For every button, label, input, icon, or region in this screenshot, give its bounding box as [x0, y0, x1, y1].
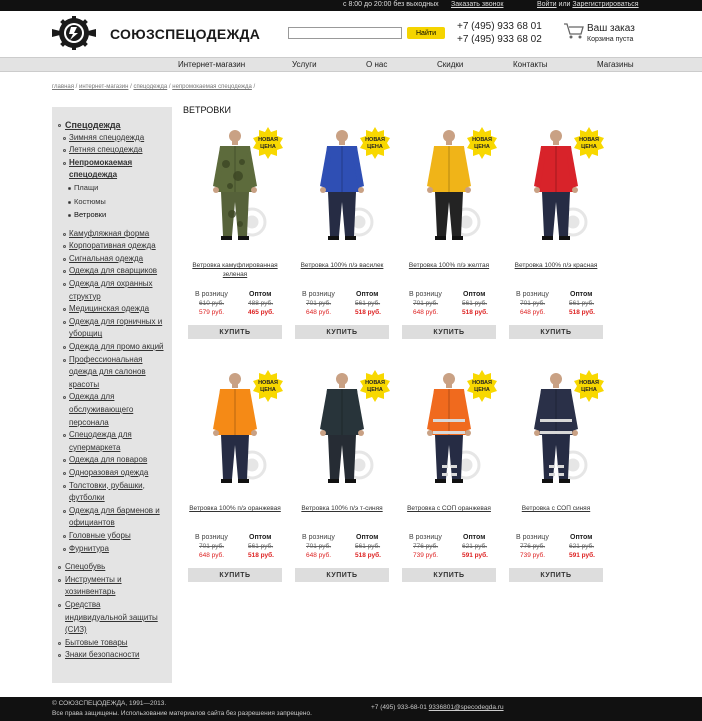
sidebar-item[interactable]: Бытовые товары: [65, 637, 128, 647]
sidebar-item[interactable]: Знаки безопасности: [65, 650, 140, 660]
phone-2: +7 (495) 933 68 02: [457, 34, 542, 45]
retail-old-price: 701 руб.: [199, 543, 225, 550]
product-name[interactable]: Ветровка камуфлированная зеленая: [192, 262, 278, 278]
nav-item-shop[interactable]: Интернет-магазин: [178, 60, 246, 69]
sidebar-item[interactable]: Профессиональная: [69, 354, 143, 364]
sidebar-bullet: [58, 642, 61, 645]
sidebar-bullet: [63, 434, 66, 437]
footer-copyright: © СОЮЗСПЕЦОДЕЖДА, 1991—2013.: [52, 700, 167, 707]
badge-text-line2: ЦЕНА: [260, 387, 276, 393]
sidebar-item[interactable]: Спецодежда для: [69, 430, 132, 440]
retail-label: В розницу: [516, 534, 549, 541]
sidebar-item[interactable]: Летняя спецодежда: [69, 145, 143, 155]
sidebar-item[interactable]: футболки: [69, 493, 105, 503]
sidebar-item[interactable]: Инструменты и: [65, 574, 122, 584]
sidebar-item[interactable]: Фурнитура: [69, 543, 109, 553]
sidebar-bullet: [63, 233, 66, 236]
sidebar-item[interactable]: Спецобувь: [65, 562, 106, 572]
retail-new-price: 648 руб.: [413, 309, 439, 316]
brand-name[interactable]: СОЮЗСПЕЦОДЕЖДА: [110, 26, 261, 42]
sidebar-item[interactable]: супермаркета: [69, 442, 121, 452]
sidebar-bullet: [58, 654, 61, 657]
sidebar-item[interactable]: Сигнальная одежда: [69, 253, 144, 263]
sidebar-item[interactable]: хозинвентарь: [65, 587, 116, 597]
sidebar-item[interactable]: Спецодежда: [65, 120, 121, 130]
new-price-badge: [466, 370, 498, 402]
wholesale-old-price: 621 руб.: [462, 543, 488, 550]
new-price-badge: [573, 370, 605, 402]
retail-old-price: 610 руб.: [199, 300, 225, 307]
buy-button[interactable]: КУПИТЬ: [402, 568, 496, 582]
badge-text-line2: ЦЕНА: [474, 387, 490, 393]
sidebar-item[interactable]: Зимняя спецодежда: [69, 132, 145, 142]
sidebar-bullet: [63, 308, 66, 311]
sidebar-bullet: [68, 187, 71, 190]
sidebar-item[interactable]: Одноразовая одежда: [69, 467, 149, 477]
register-link[interactable]: Зарегистрироваться: [572, 1, 639, 8]
badge-text-line1: НОВАЯ: [258, 380, 278, 386]
cart-icon[interactable]: [563, 22, 585, 40]
sidebar-bullet: [63, 472, 66, 475]
buy-button[interactable]: КУПИТЬ: [188, 325, 282, 339]
login-or: или: [558, 1, 571, 8]
sidebar-bullet: [63, 162, 66, 165]
main-nav: [0, 57, 702, 72]
sidebar-item[interactable]: Одежда для горничных и: [69, 316, 163, 326]
sidebar-bullet: [63, 459, 66, 462]
cart-status: Корзина пуста: [587, 36, 634, 43]
new-price-badge: [252, 370, 284, 402]
retail-old-price: 776 руб.: [520, 543, 546, 550]
badge-text-line2: ЦЕНА: [581, 387, 597, 393]
footer-rights: Все права защищены. Использование материалов сайта без разрешения запрещено.: [52, 710, 312, 717]
wholesale-old-price: 561 руб.: [569, 300, 595, 307]
page-title: ВЕТРОВКИ: [183, 105, 232, 115]
badge-text-line1: НОВАЯ: [365, 380, 385, 386]
new-price-badge: [252, 127, 284, 159]
sidebar-item[interactable]: Корпоративная одежда: [69, 241, 156, 251]
sidebar-bullet: [63, 548, 66, 551]
wholesale-new-price: 518 руб.: [569, 309, 595, 316]
sidebar-bullet: [63, 149, 66, 152]
nav-item-stores[interactable]: Магазины: [597, 60, 634, 69]
search-button[interactable]: Найти: [407, 27, 445, 39]
product-name[interactable]: Ветровка 100% п/э василек: [300, 262, 384, 269]
wholesale-new-price: 518 руб.: [355, 552, 381, 559]
wholesale-label: Оптом: [570, 534, 593, 541]
breadcrumb-waterproof[interactable]: непромокаемая спецодежда: [172, 84, 252, 90]
badge-text-line2: ЦЕНА: [367, 144, 383, 150]
retail-new-price: 648 руб.: [306, 552, 332, 559]
breadcrumb-workwear[interactable]: спецодежда: [133, 84, 168, 90]
callback-link[interactable]: Заказать звонок: [451, 1, 504, 8]
badge-text-line2: ЦЕНА: [260, 144, 276, 150]
retail-label: В розницу: [409, 534, 442, 541]
sidebar-bullet: [63, 283, 66, 286]
product-name[interactable]: Ветровка 100% п/э оранжевая: [189, 505, 281, 512]
sidebar-item: Ветровки: [74, 210, 107, 219]
sidebar-item[interactable]: Камуфляжная форма: [69, 228, 150, 238]
product-card: [188, 367, 282, 587]
product-name[interactable]: Ветровка 100% п/э красная: [514, 262, 598, 269]
retail-label: В розницу: [516, 291, 549, 298]
nav-item-services[interactable]: Услуги: [292, 60, 317, 69]
sidebar-item[interactable]: Одежда для охранных: [69, 278, 153, 288]
retail-new-price: 579 руб.: [199, 309, 225, 316]
sidebar-bullet: [63, 510, 66, 513]
nav-item-discounts[interactable]: Скидки: [437, 60, 464, 69]
retail-old-price: 701 руб.: [306, 300, 332, 307]
sidebar-bullet: [58, 566, 61, 569]
new-price-badge: [573, 127, 605, 159]
product-name[interactable]: Ветровка с СОП оранжевая: [407, 505, 491, 512]
retail-new-price: 739 руб.: [520, 552, 546, 559]
footer: [0, 697, 702, 721]
wholesale-new-price: 591 руб.: [462, 552, 488, 559]
product-name[interactable]: Ветровка 100% п/э т-синяя: [301, 505, 383, 512]
badge-text-line1: НОВАЯ: [472, 137, 492, 143]
sidebar-item[interactable]: одежда для салонов: [69, 367, 146, 377]
retail-label: В розницу: [409, 291, 442, 298]
badge-text-line1: НОВАЯ: [258, 137, 278, 143]
wholesale-old-price: 561 руб.: [462, 300, 488, 307]
sidebar-bullet: [63, 258, 66, 261]
wholesale-old-price: 561 руб.: [248, 543, 274, 550]
retail-old-price: 701 руб.: [520, 300, 546, 307]
sidebar-item[interactable]: Одежда для барменов и: [69, 505, 160, 515]
footer-contacts: [371, 704, 504, 711]
sidebar-bullet: [63, 270, 66, 273]
sidebar-item[interactable]: спецодежда: [69, 170, 118, 180]
product-card: [402, 124, 496, 344]
sidebar-item[interactable]: структур: [69, 291, 101, 301]
wholesale-label: Оптом: [570, 291, 593, 298]
retail-old-price: 776 руб.: [413, 543, 439, 550]
sidebar-item[interactable]: персонала: [69, 417, 109, 427]
retail-old-price: 701 руб.: [413, 300, 439, 307]
footer-email[interactable]: 9336801@specodegda.ru: [428, 704, 504, 711]
sidebar-bullet: [63, 245, 66, 248]
product-card: [295, 124, 389, 344]
product-card: [509, 367, 603, 587]
footer-phone: +7 (495) 933-68-01: [371, 704, 427, 711]
nav-item-contacts[interactable]: Контакты: [513, 60, 548, 69]
wholesale-label: Оптом: [356, 291, 379, 298]
retail-label: В розницу: [195, 534, 228, 541]
sidebar-item[interactable]: Одежда для: [69, 392, 115, 402]
retail-new-price: 648 руб.: [520, 309, 546, 316]
nav-item-about[interactable]: О нас: [366, 60, 388, 69]
sidebar-bullet: [68, 214, 71, 217]
sidebar-item[interactable]: индивидуальной защиты: [65, 612, 158, 622]
working-hours: с 8:00 до 20:00 без выходных: [343, 1, 439, 8]
sidebar-bullet: [63, 535, 66, 538]
badge-text-line2: ЦЕНА: [581, 144, 597, 150]
sidebar-item[interactable]: Средства: [65, 599, 101, 609]
cart-title[interactable]: Ваш заказ: [587, 23, 635, 34]
sidebar-bullet: [63, 321, 66, 324]
sidebar-item[interactable]: Костюмы: [74, 196, 106, 206]
breadcrumb-home[interactable]: главная: [52, 84, 74, 90]
sidebar-item[interactable]: Одежда для сварщиков: [69, 266, 158, 276]
retail-old-price: 701 руб.: [306, 543, 332, 550]
sidebar-bullet: [58, 579, 61, 582]
buy-button[interactable]: КУПИТЬ: [509, 568, 603, 582]
buy-button[interactable]: КУПИТЬ: [295, 325, 389, 339]
product-name[interactable]: Ветровка 100% п/э желтая: [408, 262, 490, 269]
wholesale-old-price: 561 руб.: [355, 300, 381, 307]
breadcrumb-shop[interactable]: интернет-магазин: [79, 84, 129, 90]
login-link[interactable]: Войти: [537, 1, 557, 8]
wholesale-label: Оптом: [463, 291, 486, 298]
sidebar-item[interactable]: Толстовки, рубашки,: [69, 480, 145, 490]
wholesale-new-price: 518 руб.: [248, 552, 274, 559]
buy-button[interactable]: КУПИТЬ: [188, 568, 282, 582]
wholesale-label: Оптом: [356, 534, 379, 541]
badge-text-line1: НОВАЯ: [365, 137, 385, 143]
wholesale-new-price: 591 руб.: [569, 552, 595, 559]
sidebar-item[interactable]: Одежда для поваров: [69, 455, 148, 465]
badge-text-line2: ЦЕНА: [367, 387, 383, 393]
logo-icon[interactable]: [50, 13, 98, 53]
retail-new-price: 739 руб.: [413, 552, 439, 559]
buy-button[interactable]: КУПИТЬ: [509, 325, 603, 339]
badge-text-line2: ЦЕНА: [474, 144, 490, 150]
sidebar-bullet: [63, 346, 66, 349]
sidebar-item[interactable]: красоты: [69, 379, 100, 389]
new-price-badge: [466, 127, 498, 159]
buy-button[interactable]: КУПИТЬ: [295, 568, 389, 582]
sidebar-bullet: [63, 137, 66, 140]
sidebar: [52, 107, 172, 683]
wholesale-label: Оптом: [249, 291, 272, 298]
wholesale-new-price: 518 руб.: [355, 309, 381, 316]
wholesale-old-price: 621 руб.: [569, 543, 595, 550]
wholesale-label: Оптом: [249, 534, 272, 541]
sidebar-item[interactable]: обслуживающего: [69, 404, 134, 414]
top-bar: [0, 0, 702, 11]
sidebar-item[interactable]: Одежда для промо акций: [69, 341, 164, 351]
sidebar-bullet: [63, 396, 66, 399]
badge-text-line1: НОВАЯ: [579, 137, 599, 143]
buy-button[interactable]: КУПИТЬ: [402, 325, 496, 339]
product-card: [295, 367, 389, 587]
product-card: [402, 367, 496, 587]
sidebar-item[interactable]: уборщиц: [69, 329, 103, 339]
login-area: [537, 1, 639, 8]
breadcrumb: главная / интернет-магазин / спецодежда / непромокаемая спецодежда /: [52, 84, 256, 90]
sidebar-item[interactable]: Медицинская одежда: [69, 304, 150, 314]
badge-text-line1: НОВАЯ: [579, 380, 599, 386]
retail-label: В розницу: [302, 291, 335, 298]
badge-text-line1: НОВАЯ: [472, 380, 492, 386]
product-name[interactable]: Ветровка с СОП синяя: [521, 505, 591, 512]
wholesale-new-price: 465 руб.: [248, 309, 274, 316]
sidebar-item[interactable]: Непромокаемая: [69, 157, 133, 167]
sidebar-bullet: [58, 124, 61, 127]
wholesale-new-price: 518 руб.: [462, 309, 488, 316]
sidebar-bullet: [68, 201, 71, 204]
sidebar-bullet: [58, 604, 61, 607]
new-price-badge: [359, 127, 391, 159]
product-card: [188, 124, 282, 344]
sidebar-item[interactable]: (СИЗ): [65, 625, 87, 635]
wholesale-label: Оптом: [463, 534, 486, 541]
wholesale-old-price: 561 руб.: [355, 543, 381, 550]
phone-1: +7 (495) 933 68 01: [457, 21, 542, 32]
retail-label: В розницу: [302, 534, 335, 541]
sidebar-item[interactable]: Головные уборы: [69, 530, 131, 540]
retail-new-price: 648 руб.: [199, 552, 225, 559]
new-price-badge: [359, 370, 391, 402]
sidebar-item[interactable]: Плащи: [74, 183, 99, 192]
retail-new-price: 648 руб.: [306, 309, 332, 316]
sidebar-item[interactable]: официантов: [69, 518, 115, 528]
search-input[interactable]: [288, 27, 402, 39]
product-card: [509, 124, 603, 344]
retail-label: В розницу: [195, 291, 228, 298]
sidebar-bullet: [63, 485, 66, 488]
wholesale-old-price: 488 руб.: [248, 300, 274, 307]
sidebar-bullet: [63, 359, 66, 362]
